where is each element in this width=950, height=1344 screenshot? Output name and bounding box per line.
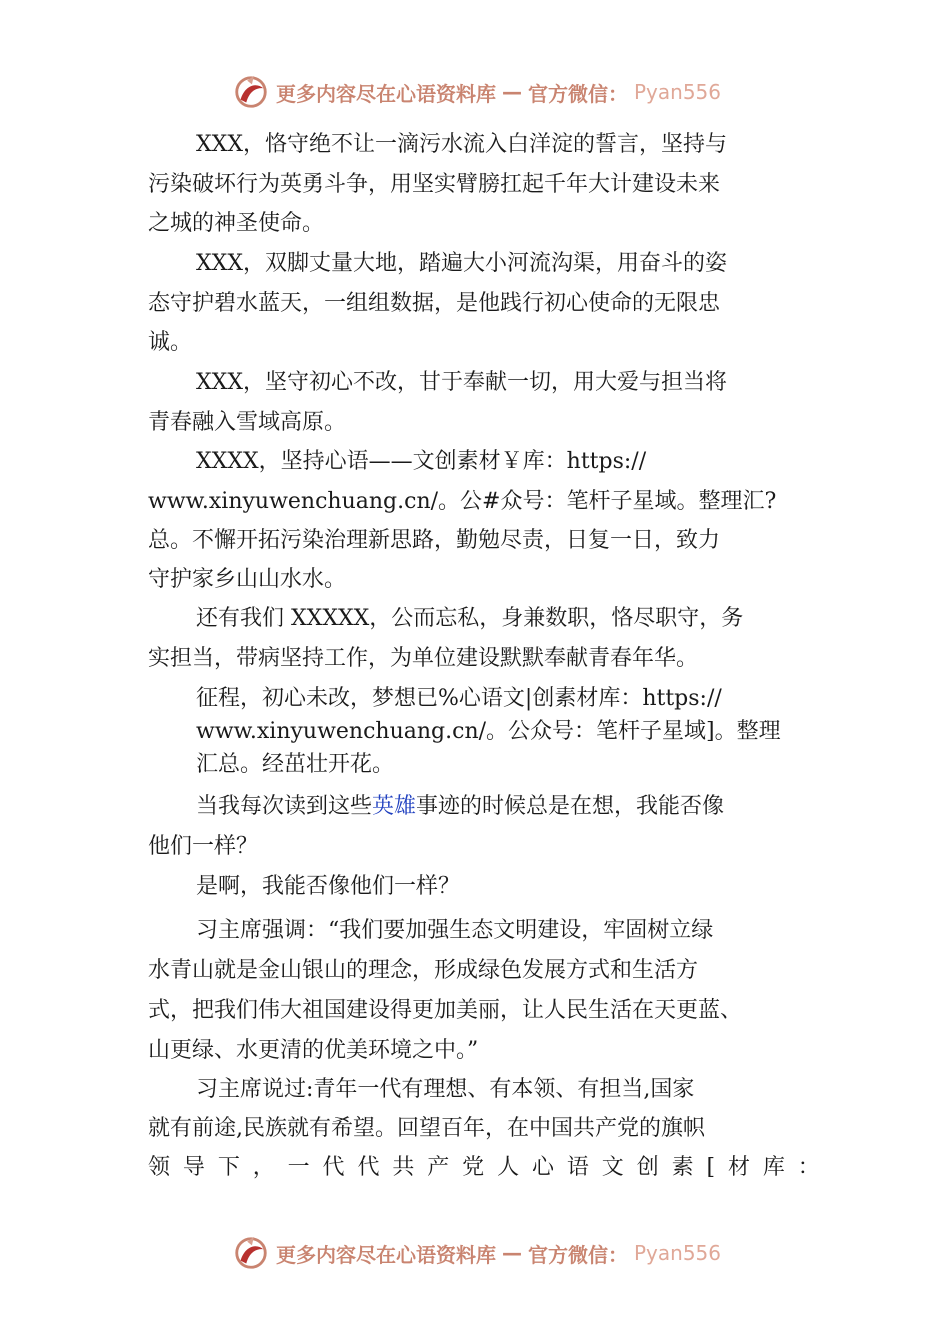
text-line: 诚。 [148,330,193,355]
text-line: 征程，初心未改，梦想已%心语文|创素材库：https:// [196,686,722,711]
char: 心 [531,1155,554,1180]
char: 代 [322,1155,345,1180]
text-line: 是啊，我能否像他们一样？ [196,874,461,899]
banner-wechat-label: 官方微信： [528,81,628,106]
text-line: www.xinyuwenchuang.cn/。公#众号：笔杆子星域。整理汇? [148,489,777,514]
char: 库 [762,1155,785,1180]
text-line: 实担当，带病坚持工作，为单位建设默默奉献青春年华。 [148,646,699,671]
char: 创 [636,1155,659,1180]
text-line: 之城的神圣使命。 [148,211,325,236]
char: 共 [392,1155,415,1180]
banner-dash: — [502,80,522,104]
char: ： [797,1155,820,1180]
banner-wechat-label: 官方微信： [528,1242,628,1267]
banner-account: Pyan556 [634,1241,722,1265]
char: 产 [427,1155,450,1180]
char: 党 [462,1155,485,1180]
char: [ [706,1155,716,1180]
text-line: 汇总。经茁壮开花。 [196,752,395,777]
char: 代 [357,1155,380,1180]
text-segment: 当我每次读到这些 [196,794,373,819]
char: 文 [601,1155,624,1180]
text-line: 还有我们 XXXXX，公而忘私，身兼数职，恪尽职守，务 [196,606,744,631]
text-line: www.xinyuwenchuang.cn/。公众号：笔杆子星域]。整理 [196,719,781,744]
justified-text-line [148,1153,820,1183]
text-line: XXX，恪守绝不让一滴污水流入白洋淀的誓言，坚持与 [196,132,727,157]
char: 素 [671,1155,694,1180]
text-line: 青春融入雪域高原。 [148,410,347,435]
text-line: 习主席强调：“我们要加强生态文明建设，牢固树立绿 [196,918,714,943]
text-segment: 事迹的时候总是在想，我能否像 [416,794,725,819]
char: ， [252,1155,275,1180]
char: 人 [497,1155,520,1180]
text-line: 污染破坏行为英勇斗争，用坚实臂膀扛起千年大计建设未来 [148,172,721,197]
char: 一 [287,1155,310,1180]
char: 下 [217,1155,240,1180]
header-watermark-banner [232,72,721,112]
banner-account: Pyan556 [634,80,722,104]
char: 领 [148,1155,171,1180]
text-line: 他们一样？ [148,834,259,859]
text-line: XXXX，坚持心语——文创素材￥库：https:// [196,449,647,474]
text-line: 山更绿、水更清的优美环境之中。” [148,1038,479,1063]
text-line [196,792,724,822]
text-line: 式，把我们伟大祖国建设得更加美丽，让人民生活在天更蓝、 [148,998,743,1023]
text-line: 水青山就是金山银山的理念，形成绿色发展方式和生活方 [148,958,699,983]
text-line: 总。不懈开拓污染治理新思路，勤勉尽责，日复一日，致力 [148,528,721,553]
banner-text: 更多内容尽在心语资料库 [276,1242,496,1267]
library-logo-icon [232,1234,270,1272]
char: 材 [727,1155,750,1180]
banner-dash: — [502,1241,522,1265]
text-line: 就有前途,民族就有希望。回望百年，在中国共产党的旗帜 [148,1116,705,1141]
text-line: 态守护碧水蓝天，一组组数据，是他践行初心使命的无限忠 [148,291,721,316]
char: 导 [182,1155,205,1180]
text-line: 习主席说过:青年一代有理想、有本领、有担当,国家 [196,1077,695,1102]
footer-watermark-banner [232,1233,721,1273]
text-line: 守护家乡山山水水。 [148,567,347,592]
text-line: XXX，双脚丈量大地，踏遍大小河流沟渠，用奋斗的姿 [196,251,727,276]
banner-text: 更多内容尽在心语资料库 [276,81,496,106]
char: 语 [566,1155,589,1180]
text-line: XXX，坚守初心不改，甘于奉献一切，用大爱与担当将 [196,370,727,395]
library-logo-icon [232,73,270,111]
hero-keyword-link[interactable]: 英雄 [372,794,417,819]
